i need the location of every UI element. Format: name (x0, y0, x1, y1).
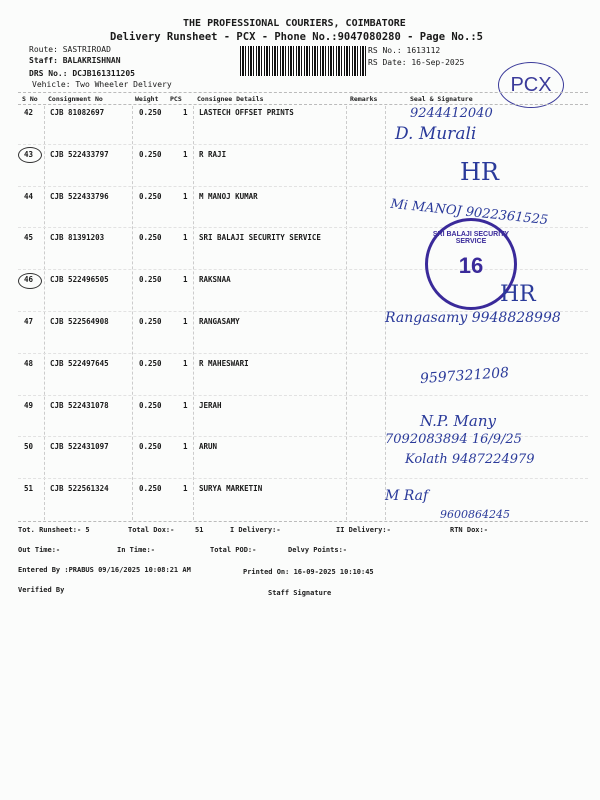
handwritten-note: M Raf (385, 488, 429, 504)
runsheet-subtitle: Delivery Runsheet - PCX - Phone No.:9047080280 - Page No.:5 (110, 31, 483, 43)
row-pcs: 1 (183, 484, 188, 494)
row-cn: CJB 522431078 (50, 400, 109, 410)
row-pcs: 1 (183, 317, 188, 326)
company-name: THE PROFESSIONAL COURIERS, COIMBATORE (183, 18, 406, 29)
tot-runsheet: Tot. Runsheet:- 5 (18, 526, 90, 534)
row-cn: CJB 522433797 (50, 149, 109, 159)
rs-date: RS Date: 16-Sep-2025 (368, 58, 465, 67)
rs-no: RS No.: 1613112 (368, 46, 441, 55)
row-wt: 0.250 (139, 484, 162, 494)
delivery-points: Delvy Points:- (288, 546, 348, 554)
row-wt: 0.250 (139, 358, 162, 368)
vehicle: Vehicle: Two Wheeler Delivery (32, 80, 172, 89)
row-pcs: 1 (183, 108, 188, 117)
handwritten-note: N.P. Many (420, 412, 496, 430)
col-weight: Weight (135, 95, 159, 103)
row-sno: 46 (24, 275, 34, 285)
row-wt: 0.250 (139, 108, 162, 117)
row-pcs: 1 (183, 442, 188, 452)
row-cn: CJB 522433796 (50, 191, 109, 201)
row-sno: 48 (24, 358, 34, 368)
row-wt: 0.250 (139, 275, 162, 285)
row-pcs: 1 (183, 358, 188, 368)
total-dox-value: 51 (195, 526, 204, 534)
row-wt: 0.250 (139, 317, 162, 326)
handwritten-note: 9600864245 (440, 508, 510, 521)
row-divider (18, 353, 588, 354)
handwritten-note: D. Murali (395, 124, 477, 144)
row-divider (18, 395, 588, 396)
row-divider (18, 186, 588, 187)
row-cn: CJB 81391203 (50, 233, 105, 243)
col-consignee: Consignee Details (197, 95, 264, 103)
handwritten-note: HR (460, 158, 499, 186)
row-name: LASTECH OFFSET PRINTS (199, 108, 294, 117)
row-wt: 0.250 (139, 442, 162, 452)
total-dox-label: Total Dox:- (128, 526, 175, 534)
row-cn: CJB 522496505 (50, 275, 109, 285)
handwritten-note: 7092083894 16/9/25 (385, 432, 522, 447)
row-cn: CJB 522497645 (50, 358, 109, 368)
drs-no: DRS No.: DCJB161311205 (29, 69, 135, 78)
row-name: M MANOJ KUMAR (199, 191, 258, 201)
row-cn: CJB 522431097 (50, 442, 109, 452)
col-remarks: Remarks (350, 95, 378, 103)
row-pcs: 1 (183, 400, 188, 410)
handwritten-note: HR (500, 282, 536, 307)
row-wt: 0.250 (139, 400, 162, 410)
row-sno: 49 (24, 400, 34, 410)
row-sno: 44 (24, 191, 34, 201)
row-name: SURYA MARKETIN (199, 484, 263, 494)
circle-mark (18, 273, 42, 289)
barcode (240, 46, 366, 76)
handwritten-note: Mi MANOJ 9022361525 (389, 196, 549, 229)
row-cn: CJB 81082697 (50, 108, 105, 117)
staff: Staff: BALAKRISHNAN (29, 56, 121, 65)
printed-on: Printed On: 16-09-2025 10:10:45 (243, 568, 374, 576)
row-wt: 0.250 (139, 233, 162, 243)
row-name: JERAH (199, 400, 222, 410)
handwritten-note: 9244412040 (410, 106, 493, 121)
row-pcs: 1 (183, 275, 188, 285)
i-delivery: I Delivery:- (230, 526, 281, 534)
row-divider (18, 478, 588, 479)
row-wt: 0.250 (139, 191, 162, 201)
pcx-stamp: PCX (498, 62, 564, 108)
row-name: R MAHESWARI (199, 358, 249, 368)
route: Route: SASTRIROAD (29, 45, 111, 54)
total-pod: Total POD:- (210, 546, 257, 554)
row-name: RAKSNAA (199, 275, 231, 285)
row-pcs: 1 (183, 191, 188, 201)
row-sno: 47 (24, 317, 34, 326)
row-divider (18, 227, 588, 228)
col-sno: S No (22, 95, 38, 103)
row-sno: 42 (24, 108, 34, 117)
rtn-dox: RTN Dox:- (450, 526, 488, 534)
row-sno: 45 (24, 233, 34, 243)
verified-by: Verified By (18, 586, 65, 594)
row-pcs: 1 (183, 149, 188, 159)
handwritten-note: Rangasamy 9948828998 (385, 310, 561, 326)
row-divider (18, 144, 588, 145)
row-name: R RAJI (199, 149, 227, 159)
row-cn: CJB 522564908 (50, 317, 109, 326)
handwritten-note: Kolath 9487224979 (405, 452, 535, 467)
row-sno: 50 (24, 442, 34, 452)
entered-by: Entered By :PRABUS 09/16/2025 10:08:21 AM (18, 566, 191, 574)
row-pcs: 1 (183, 233, 188, 243)
row-sno: 51 (24, 484, 34, 494)
handwritten-note: 9597321208 (419, 364, 510, 388)
row-name: ARUN (199, 442, 218, 452)
ii-delivery: II Delivery:- (336, 526, 391, 534)
row-cn: CJB 522561324 (50, 484, 109, 494)
row-sno: 43 (24, 149, 34, 159)
company-seal: SRI BALAJI SECURITY SERVICE 16 (425, 218, 517, 310)
col-consignment: Consignment No (48, 95, 103, 103)
col-seal: Seal & Signature (410, 95, 473, 103)
out-time: Out Time:- (18, 546, 61, 554)
col-pcs: PCS (170, 95, 182, 103)
row-wt: 0.250 (139, 149, 162, 159)
row-name: SRI BALAJI SECURITY SERVICE (199, 233, 321, 243)
in-time: In Time:- (117, 546, 155, 554)
staff-signature: Staff Signature (268, 589, 332, 597)
circle-mark (18, 147, 42, 163)
row-name: RANGASAMY (199, 317, 240, 326)
